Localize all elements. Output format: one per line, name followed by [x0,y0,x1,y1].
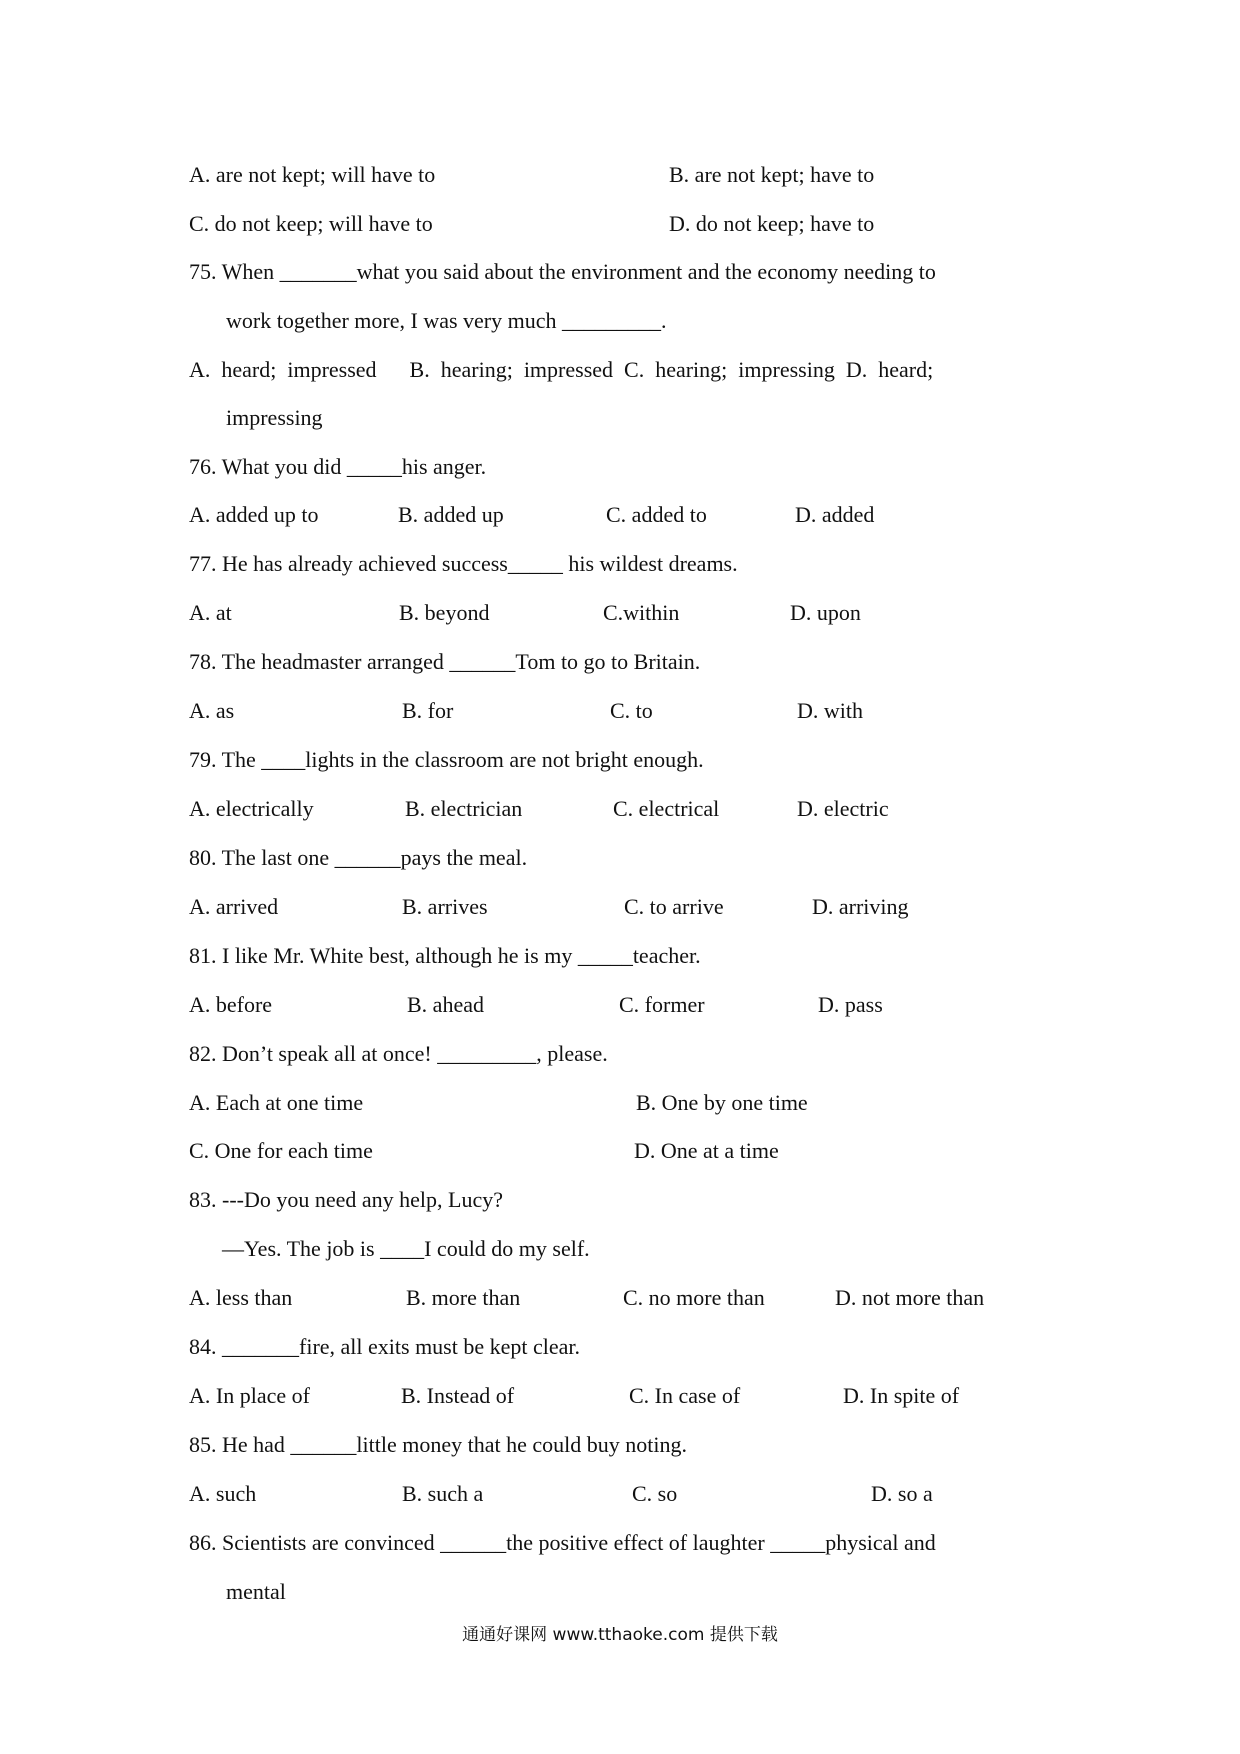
question-75-stem-line1: 75. When _______what you said about the environment and the economy needing to [189,259,936,284]
question-80-stem: 80. The last one ______pays the meal. [189,845,528,870]
option-80-b: B. arrives [402,894,488,919]
option-76-d: D. added [795,502,875,527]
option-77-c: C.within [603,600,680,625]
question-85-stem: 85. He had ______little money that he could buy noting. [189,1432,687,1457]
option-79-c: C. electrical [613,796,720,821]
question-86-stem-line1: 86. Scientists are convinced ______the positive effect of laughter _____physical and [189,1530,936,1555]
option-79-a: A. electrically [189,796,314,821]
page-footer: 通通好课网 www.tthaoke.com 提供下载 [462,1625,778,1645]
option-85-a: A. such [189,1481,257,1506]
question-75-options-line2: impressing [226,405,323,430]
option-81-a: A. before [189,992,273,1017]
option-76-c: C. added to [606,502,707,527]
option-78-c: C. to [610,698,653,723]
option-84-c: C. In case of [629,1383,741,1408]
option-82-a: A. Each at one time [189,1090,364,1115]
option-77-b: B. beyond [399,600,490,625]
option-81-b: B. ahead [407,992,484,1017]
option-82-b: B. One by one time [636,1090,808,1115]
question-83-stem-line1: 83. ---Do you need any help, Lucy? [189,1187,504,1212]
option-83-a: A. less than [189,1285,293,1310]
option-80-d: D. arriving [812,894,909,919]
option-83-d: D. not more than [835,1285,985,1310]
option-81-c: C. former [619,992,705,1017]
option-77-a: A. at [189,600,232,625]
option-81-d: D. pass [818,992,883,1017]
option-77-d: D. upon [790,600,861,625]
option-74-a: A. are not kept; will have to [189,162,436,187]
option-85-c: C. so [632,1481,678,1506]
option-80-a: A. arrived [189,894,279,919]
option-82-c: C. One for each time [189,1138,373,1163]
question-82-stem: 82. Don’t speak all at once! _________, please. [189,1041,608,1066]
option-85-d: D. so a [871,1481,933,1506]
option-79-d: D. electric [797,796,889,821]
option-83-c: C. no more than [623,1285,765,1310]
option-74-d: D. do not keep; have to [669,211,875,236]
question-75-stem-line2: work together more, I was very much _________. [226,308,667,333]
option-74-c: C. do not keep; will have to [189,211,433,236]
question-79-stem: 79. The ____lights in the classroom are not bright enough. [189,747,704,772]
option-84-b: B. Instead of [401,1383,515,1408]
question-76-stem: 76. What you did _____his anger. [189,454,487,479]
option-78-a: A. as [189,698,235,723]
option-84-a: A. In place of [189,1383,310,1408]
option-80-c: C. to arrive [624,894,724,919]
option-83-b: B. more than [406,1285,521,1310]
option-79-b: B. electrician [405,796,523,821]
option-74-b: B. are not kept; have to [669,162,875,187]
question-84-stem: 84. _______fire, all exits must be kept clear. [189,1334,581,1359]
question-81-stem: 81. I like Mr. White best, although he is my _____teacher. [189,943,701,968]
option-76-b: B. added up [398,502,504,527]
question-86-stem-line2: mental [226,1579,286,1604]
option-85-b: B. such a [402,1481,484,1506]
question-78-stem: 78. The headmaster arranged ______Tom to go to Britain. [189,649,701,674]
option-78-d: D. with [797,698,863,723]
question-83-stem-line2: —Yes. The job is ____I could do my self. [222,1236,590,1261]
option-84-d: D. In spite of [843,1383,960,1408]
question-77-stem: 77. He has already achieved success_____ his wildest dreams. [189,551,738,576]
option-76-a: A. added up to [189,502,319,527]
question-75-options-line1: A. heard; impressed B. hearing; impressed C. hearing; impressing D. heard; [189,357,934,382]
option-82-d: D. One at a time [634,1138,779,1163]
option-78-b: B. for [402,698,454,723]
